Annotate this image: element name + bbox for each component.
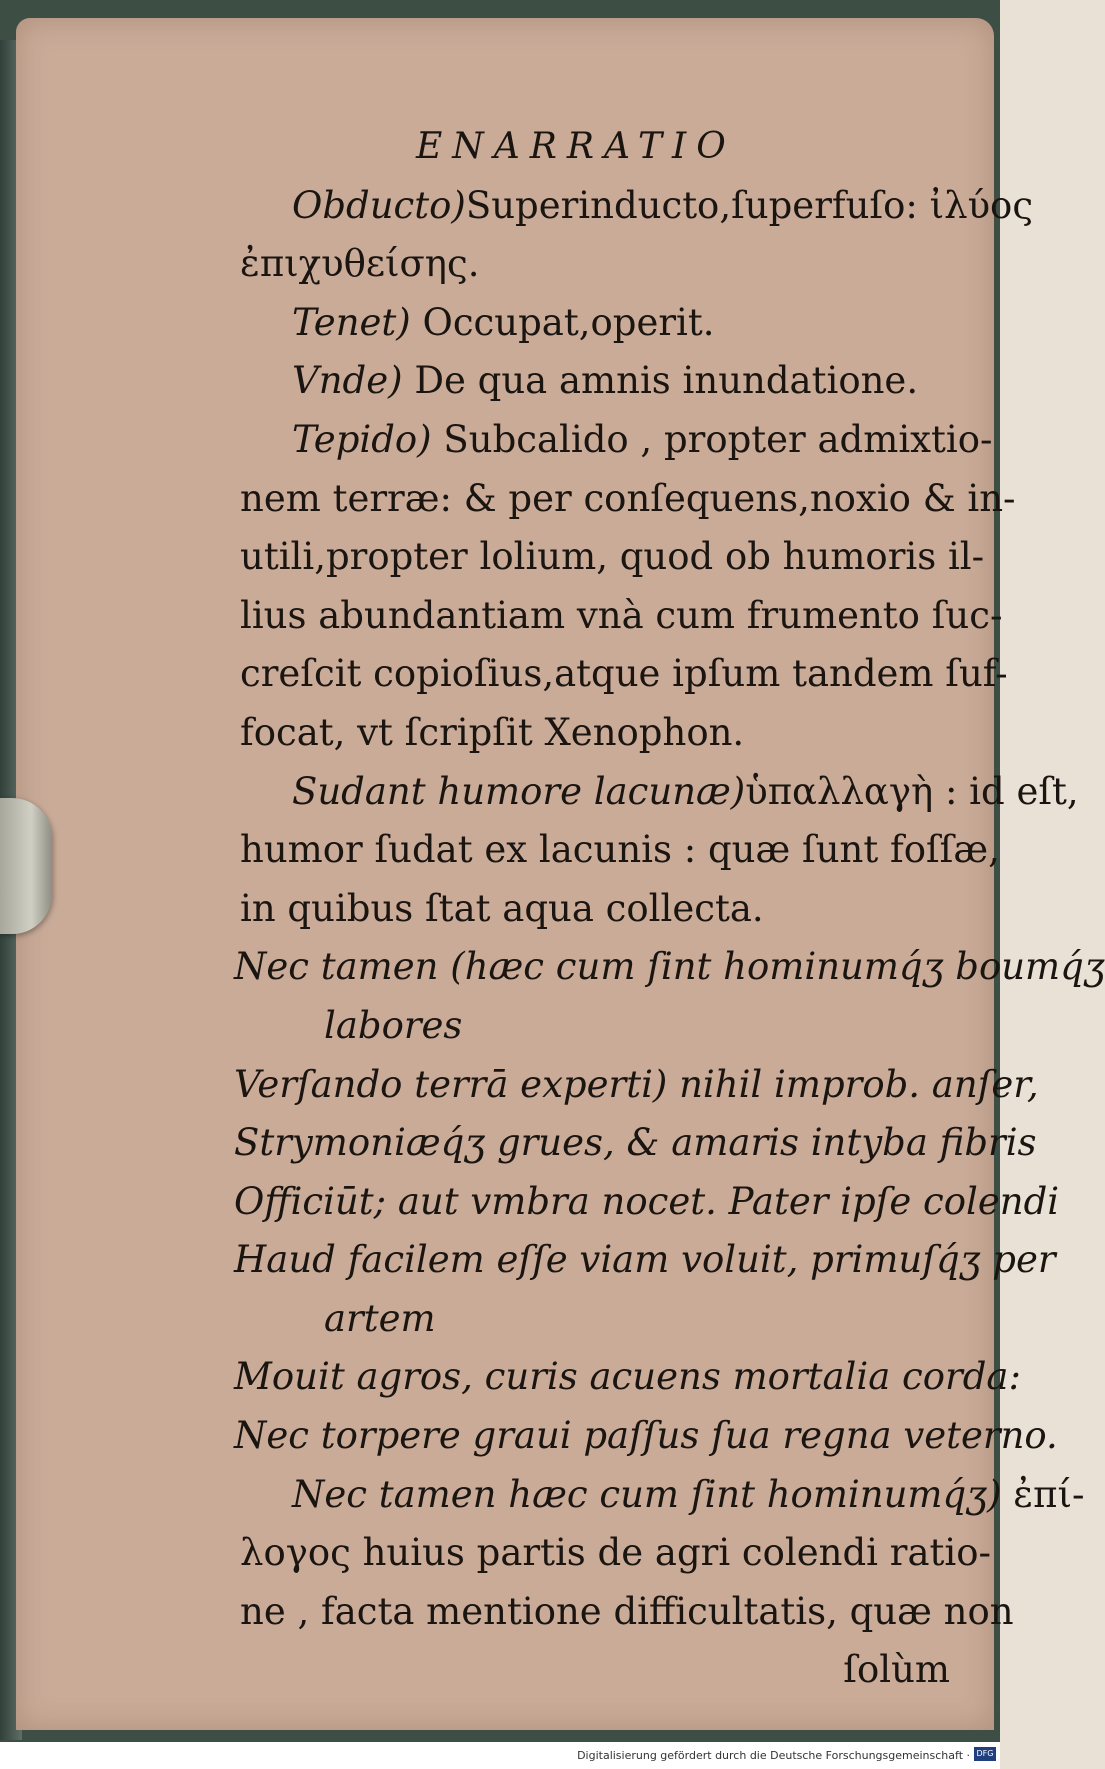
text-line: utili,propter lolium, quod ob humoris il- — [240, 535, 985, 579]
page-clip — [0, 798, 52, 934]
verse-line: Strymoniæq́ʒ grues, & amaris intyba fibris — [234, 1121, 1037, 1165]
text-line: Tenet) Occupat,operit. — [292, 300, 715, 344]
text-line: ne , facta mentione difficultatis, quæ non — [240, 1589, 1014, 1633]
text-line: Nec tamen hæc cum ſint hominumq́ʒ) ἐπί- — [292, 1472, 1085, 1516]
funding-credit: Digitalisierung gefördert durch die Deutsche Forschungsgemeinschaft · — [577, 1749, 970, 1762]
text-line: nem terræ: & per conſequens,noxio & in- — [240, 476, 1016, 520]
page-text — [234, 118, 1105, 1700]
text-line: Vnde) De qua amnis inundatione. — [292, 359, 919, 403]
text-line: creſcit copioſius,atque ipſum tandem ſuf- — [240, 652, 1008, 696]
text-line: lius abundantiam vnà cum frumento ſuc- — [240, 593, 1003, 637]
text-line: Tepido) Subcalido , propter admixtio- — [292, 417, 993, 461]
lemma: Tenet) — [292, 300, 411, 344]
verse-line: Verſando terrā experti) nihil improb. anſer, — [234, 1062, 1039, 1106]
verse-line: Haud facilem eſſe viam voluit, primuſq́ʒ per — [234, 1238, 1056, 1282]
running-head: ENARRATIO — [416, 126, 736, 167]
verse-line: labores — [324, 1003, 463, 1047]
dfg-logo: DFG — [974, 1747, 996, 1761]
text-line: ἐπιχυθείσης. — [240, 242, 480, 286]
text-line: λογος huius partis de agri colendi ratio- — [240, 1531, 991, 1575]
lemma: Vnde) — [292, 359, 403, 403]
text-line: Obducto)Superinducto,ſuperfuſo: ἰλύος — [292, 183, 1034, 227]
verse-line: artem — [324, 1296, 436, 1340]
verse-line: Officiūt; aut vmbra nocet. Pater ipſe colendi — [234, 1179, 1060, 1223]
lemma: Tepido) — [292, 417, 432, 461]
verse-line: Mouit agros, curis acuens mortalia corda: — [234, 1355, 1021, 1399]
text-line: focat, vt ſcripſit Xenophon. — [240, 710, 745, 754]
lemma: Obducto) — [292, 183, 466, 227]
verse-line: Nec torpere graui paſſus ſua regna veterno. — [234, 1414, 1058, 1458]
lemma: Sudant humore lacunæ) — [292, 769, 746, 813]
catchword: ſolùm — [843, 1648, 950, 1692]
verse-line: Nec tamen (hæc cum ſint hominumq́ʒ boumq́ʒ — [234, 945, 1105, 989]
text-line: Sudant humore lacunæ)ὑπαλλαγὴ : id eſt, — [292, 769, 1079, 813]
text-line: humor ſudat ex lacunis : quæ ſunt foſſæ, — [240, 828, 1000, 872]
lemma: Nec tamen hæc cum ſint hominumq́ʒ) — [292, 1472, 1002, 1516]
text-line: in quibus ſtat aqua collecta. — [240, 886, 764, 930]
